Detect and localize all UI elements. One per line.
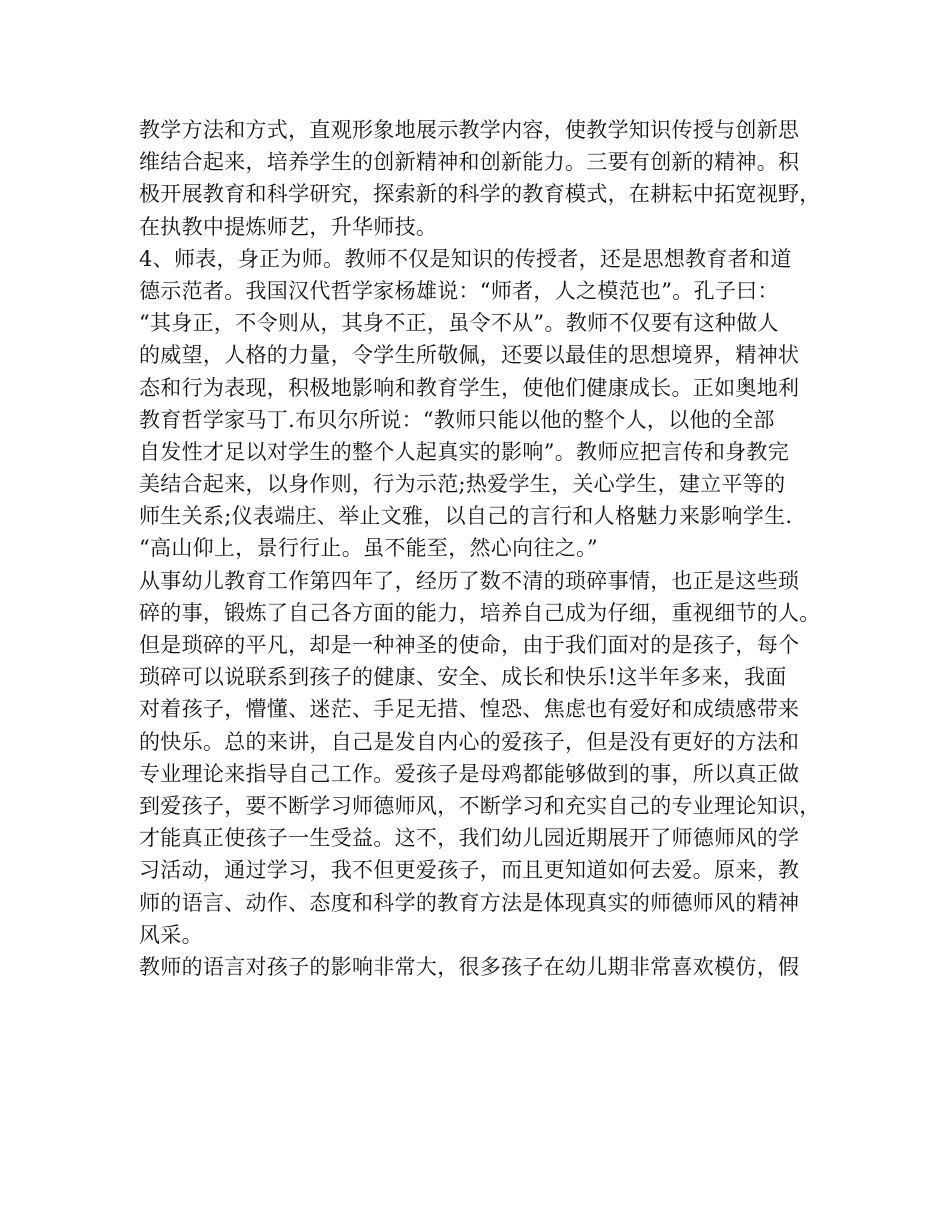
text-line: 对着孩子，懵懂、迷茫、手足无措、惶恐、焦虑也有爱好和成绩感带来 (139, 697, 800, 722)
text-line: 师的语言、动作、态度和科学的教育方法是体现真实的师德师风的精神 (139, 890, 800, 915)
text-line: 到爱孩子，要不断学习师德师风，不断学习和充实自己的专业理论知识， (139, 793, 821, 818)
text-line: 碎的事，锻炼了自己各方面的能力，培养自己成为仔细，重视细节的人。 (139, 600, 821, 625)
text-line: 教育哲学家马丁.布贝尔所说：“教师只能以他的整个人，以他的全部 (139, 407, 775, 432)
text-line: “其身正，不令则从，其身不正，虽令不从”。教师不仅要有这种做人 (139, 311, 779, 336)
text-line: 风采。 (139, 922, 203, 947)
text-line: 极开展教育和科学研究，探索新的科学的教育模式，在耕耘中拓宽视野， (139, 182, 821, 207)
text-line: 4、师表，身正为师。教师不仅是知识的传授者，还是思想教育者和道 (139, 246, 792, 271)
text-line: 在执教中提炼师艺，升华师技。 (139, 214, 438, 239)
text-line: 自发性才足以对学生的整个人起真实的影响”。教师应把言传和身教完 (139, 439, 790, 464)
text-line: 德示范者。我国汉代哲学家杨雄说：“师者，人之模范也”。孔子曰： (139, 278, 779, 303)
text-line: 态和行为表现，积极地影响和教育学生，使他们健康成长。正如奥地利 (139, 375, 800, 400)
text-line: “高山仰上，景行行止。虽不能至，然心向往之。” (139, 536, 598, 561)
text-line: 从事幼儿教育工作第四年了，经历了数不清的琐碎事情，也正是这些琐 (139, 568, 800, 593)
text-line: 专业理论来指导自己工作。爱孩子是母鸡都能够做到的事，所以真正做 (139, 761, 800, 786)
text-line: 的威望，人格的力量，令学生所敬佩，还要以最佳的思想境界，精神状 (139, 343, 800, 368)
text-line: 但是琐碎的平凡，却是一种神圣的使命，由于我们面对的是孩子，每个 (139, 633, 800, 657)
text-line: 维结合起来，培养学生的创新精神和创新能力。三要有创新的精神。积 (139, 150, 800, 175)
text-line: 琐碎可以说联系到孩子的健康、安全、成长和快乐!这半年多来，我面 (139, 665, 787, 690)
text-line: 习活动，通过学习，我不但更爱孩子，而且更知道如何去爱。原来，教 (139, 858, 800, 883)
text-line: 教师的语言对孩子的影响非常大，很多孩子在幼儿期非常喜欢模仿，假 (139, 954, 800, 979)
text-line: 才能真正使孩子一生受益。这不，我们幼儿园近期展开了师德师风的学 (139, 826, 800, 851)
text-line: 师生关系;仪表端庄、举止文雅，以自己的言行和人格魅力来影响学生. (139, 504, 793, 529)
text-line: 的快乐。总的来讲，自己是发自内心的爱孩子，但是没有更好的方法和 (139, 729, 800, 754)
body-text (139, 114, 829, 983)
text-line: 美结合起来，以身作则，行为示范;热爱学生，关心学生，建立平等的 (139, 472, 786, 497)
text-line: 教学方法和方式，直观形象地展示教学内容，使教学知识传授与创新思 (139, 118, 800, 142)
